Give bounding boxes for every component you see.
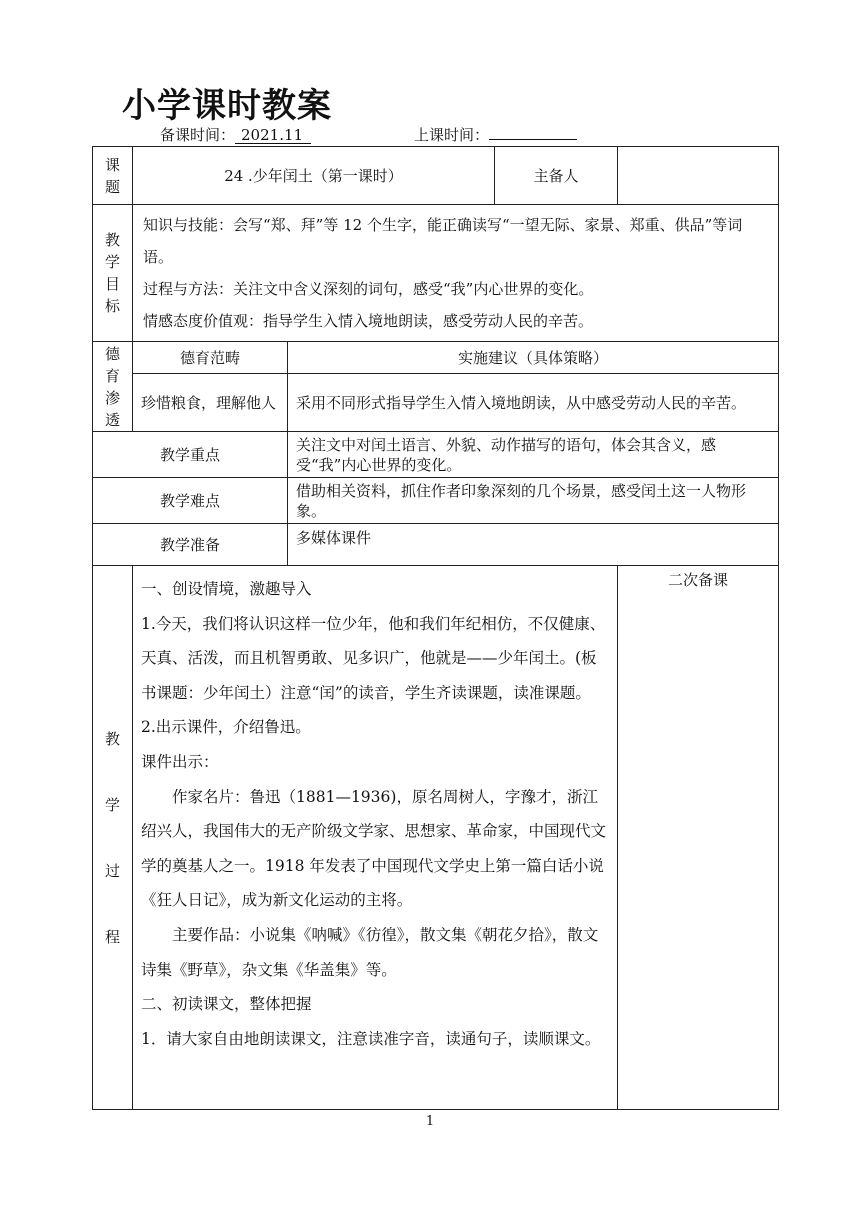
preparation-value: 多媒体课件 xyxy=(288,524,779,566)
difficulties-row xyxy=(93,478,779,524)
preparation-row xyxy=(93,524,779,566)
difficulties-label: 教学难点 xyxy=(93,478,288,524)
second-prep-label: 二次备课 xyxy=(667,571,728,589)
class-time-value[interactable] xyxy=(489,139,577,140)
prep-time xyxy=(160,124,311,145)
second-prep-column[interactable] xyxy=(618,566,779,1110)
objective-line: 情感态度价值观：指导学生入情入境地朗读，感受劳动人民的辛苦。 xyxy=(143,312,594,330)
lesson-label-char: 题 xyxy=(104,177,120,196)
process-label-char: 过 xyxy=(104,861,120,880)
process-label-char: 教 xyxy=(104,729,120,748)
process-paragraph: 1.今天，我们将认识这样一位少年，他和我们年纪相仿，不仅健康、天真、活泼，而且机智勇敢、见多识广，他就是——少年闰土。(板书课题：少年闰土）注意“闰”的读音，学生齐读课题，读准课题。 xyxy=(141,614,606,702)
moral-label-char: 渗 xyxy=(104,388,120,407)
process-label-char: 程 xyxy=(104,927,120,946)
moral-strategy-header: 实施建议（具体策略） xyxy=(288,342,779,374)
moral-content-row xyxy=(93,374,779,432)
objective-line: 知识与技能：会写“郑、拜”等 12 个生字，能正确读写“一望无际、家景、郑重、供品”等词语。 xyxy=(143,216,743,266)
process-paragraph: 一、创设情境，激趣导入 xyxy=(141,580,312,598)
moral-label-char: 育 xyxy=(104,366,120,385)
moral-header-row xyxy=(93,342,779,374)
moral-label-char: 德 xyxy=(104,344,120,363)
lesson-label-char: 课 xyxy=(104,155,120,174)
key-points-label: 教学重点 xyxy=(93,432,288,478)
class-time xyxy=(414,124,577,145)
preparer-label: 主备人 xyxy=(495,147,618,205)
lesson-label xyxy=(93,147,133,205)
objectives-label xyxy=(93,205,133,342)
objectives-content xyxy=(133,205,779,342)
lesson-name: 24 .少年闰土（第一课时） xyxy=(133,147,495,205)
page-number: 1 xyxy=(425,1114,435,1129)
preparation-label: 教学准备 xyxy=(93,524,288,566)
preparer-value[interactable] xyxy=(618,147,779,205)
objectives-label-char: 教 xyxy=(104,231,120,249)
process-paragraph: 作家名片：鲁迅（1881—1936)，原名周树人，字豫才，浙江绍兴人，我国伟大的无产阶级文学家、思想家、革命家，中国现代文学的奠基人之一。1918 年发表了中国现代文学史上第一篇白话小说《狂人日记》，成为新文化运动的主将。 xyxy=(141,787,607,910)
moral-category-header: 德育范畴 xyxy=(133,342,288,374)
objectives-label-char: 目 xyxy=(104,275,120,293)
moral-label-char: 透 xyxy=(104,410,120,429)
moral-label xyxy=(93,342,133,432)
process-paragraph: 2.出示课件，介绍鲁迅。 xyxy=(141,718,311,737)
process-paragraph: 1．请大家自由地朗读课文，注意读准字音，读通句子，读顺课文。 xyxy=(141,1029,601,1048)
process-paragraph: 主要作品：小说集《呐喊》《彷徨》，散文集《朝花夕拾》，散文诗集《野草》，杂文集《华盖集》等。 xyxy=(141,925,599,979)
objectives-label-char: 标 xyxy=(104,297,120,315)
moral-strategy-value: 采用不同形式指导学生入情入境地朗读，从中感受劳动人民的辛苦。 xyxy=(288,374,779,432)
document-title: 小学课时教案 xyxy=(122,86,332,126)
lesson-row xyxy=(93,147,779,205)
objectives-row xyxy=(93,205,779,342)
process-label-char: 学 xyxy=(104,795,120,814)
process-paragraph: 课件出示： xyxy=(141,752,219,771)
objective-line: 过程与方法：关注文中含义深刻的词句，感受“我”内心世界的变化。 xyxy=(143,280,594,298)
moral-category-value: 珍惜粮食，理解他人 xyxy=(133,374,288,432)
objectives-label-char: 学 xyxy=(104,253,120,271)
prep-time-value[interactable]: 2021.11 xyxy=(235,127,311,144)
process-content xyxy=(133,566,618,1110)
lesson-plan-table xyxy=(92,146,779,1110)
key-points-row xyxy=(93,432,779,478)
key-points-value: 关注文中对闰土语言、外貌、动作描写的语句，体会其含义，感受“我”内心世界的变化。 xyxy=(288,432,779,478)
difficulties-value: 借助相关资料，抓住作者印象深刻的几个场景，感受闰土这一人物形象。 xyxy=(288,478,779,524)
process-paragraph: 二、初读课文，整体把握 xyxy=(141,995,312,1014)
prep-time-label: 备课时间： xyxy=(160,126,236,144)
class-time-label: 上课时间： xyxy=(414,126,490,144)
process-label xyxy=(93,566,133,1110)
process-row xyxy=(93,566,779,1110)
